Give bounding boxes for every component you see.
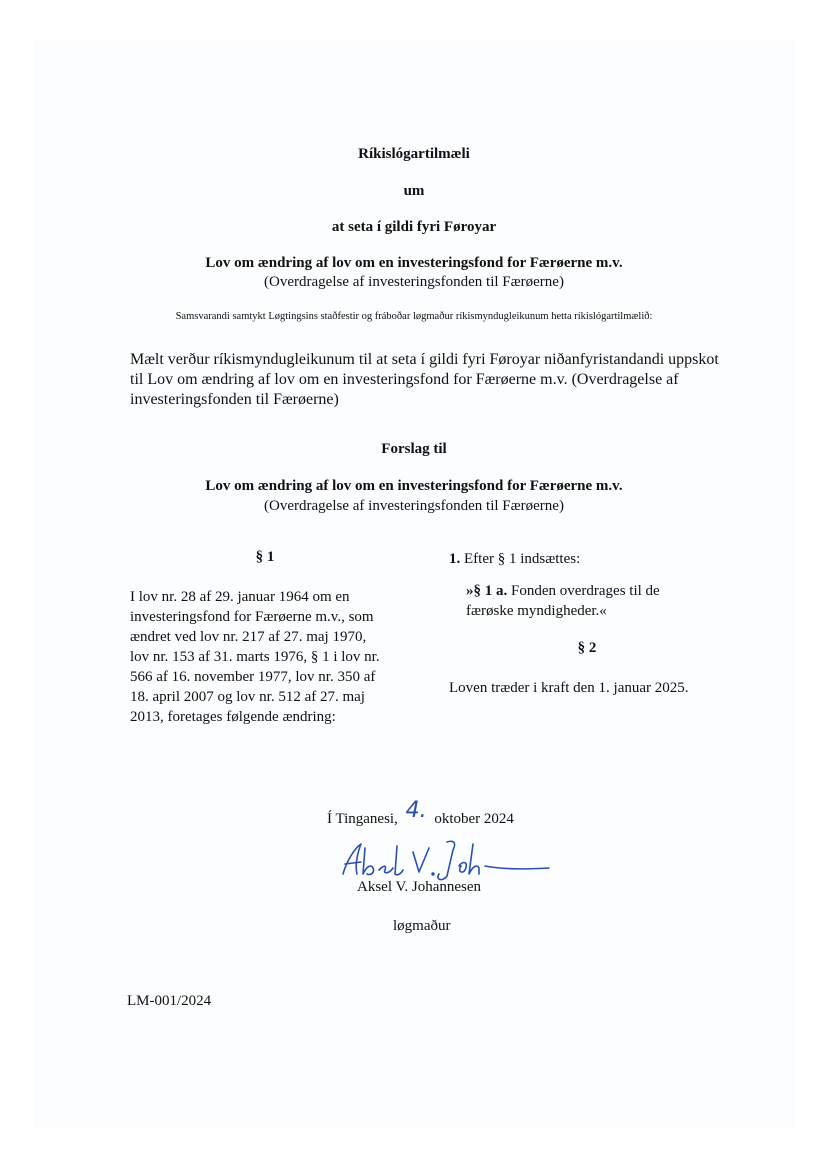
law-subtitle: (Overdragelse af investeringsfonden til Færøerne) — [264, 274, 564, 290]
section-1-body — [130, 587, 430, 727]
law-title: Lov om ændring af lov om en investeringsfond for Færøerne m.v. — [205, 255, 623, 271]
document-um: um — [403, 183, 425, 199]
section-1-line: lov nr. 153 af 31. marts 1976, § 1 i lov nr. — [130, 649, 380, 665]
amendment-quote-bold: »§ 1 a. — [466, 583, 508, 599]
sanction-note: Samsvarandi samtykt Løgtingsins staðfestir og fráboðar løgmaður ríkismyndugleikunum hetta ríkislógartilmælið: — [175, 311, 653, 322]
amendment-quote-line: Fonden overdrages til de — [511, 583, 660, 599]
section-1-line: investeringsfond for Færøerne m.v., som — [130, 609, 374, 625]
amendment-number: 1. — [449, 551, 461, 567]
proposal-law-subtitle: (Overdragelse af investeringsfonden til Færøerne) — [264, 498, 564, 514]
section-1-line: ændret ved lov nr. 217 af 27. maj 1970, — [130, 629, 367, 645]
place-date — [327, 798, 514, 829]
section-1-line: 2013, foretages følgende ændring: — [130, 709, 336, 725]
place: Í Tinganesi, — [327, 811, 398, 827]
section-1-line: I lov nr. 28 af 29. januar 1964 om en — [130, 589, 350, 605]
amendment-quote — [466, 581, 726, 621]
section-1-line: 18. april 2007 og lov nr. 512 af 27. maj — [130, 689, 365, 705]
section-1-heading: § 1 — [255, 549, 275, 565]
intro-line: investeringsfonden til Færøerne) — [130, 391, 339, 408]
signatory-role: løgmaður — [393, 918, 451, 934]
proposal-heading: Forslag til — [381, 441, 447, 457]
intro-line: til Lov om ændring af lov om en investeringsfond for Færøerne m.v. (Overdragelse af — [130, 371, 679, 388]
section-2-text: Loven træder i kraft den 1. januar 2025. — [449, 680, 689, 696]
document-title: Ríkislógartilmæli — [358, 146, 470, 162]
amendment-item — [449, 551, 580, 568]
document-subtitle: at seta í gildi fyri Føroyar — [331, 219, 497, 235]
section-1-line: 566 af 16. november 1977, lov nr. 350 af — [130, 669, 376, 685]
handwritten-day: 4. — [405, 798, 427, 823]
document-reference: LM-001/2024 — [127, 993, 212, 1009]
signatory-name: Aksel V. Johannesen — [357, 879, 482, 895]
month-year: oktober 2024 — [434, 811, 514, 827]
amendment-text: Efter § 1 indsættes: — [464, 551, 581, 567]
intro-line: Mælt verður ríkismyndugleikunum til at seta í gildi fyri Føroyar niðanfyristandandi uppskot — [130, 351, 719, 368]
section-2-heading: § 2 — [577, 640, 597, 656]
proposal-law-title: Lov om ændring af lov om en investeringsfond for Færøerne m.v. — [205, 478, 623, 494]
intro-paragraph — [130, 350, 730, 410]
amendment-quote-line: færøske myndigheder.« — [466, 603, 607, 619]
